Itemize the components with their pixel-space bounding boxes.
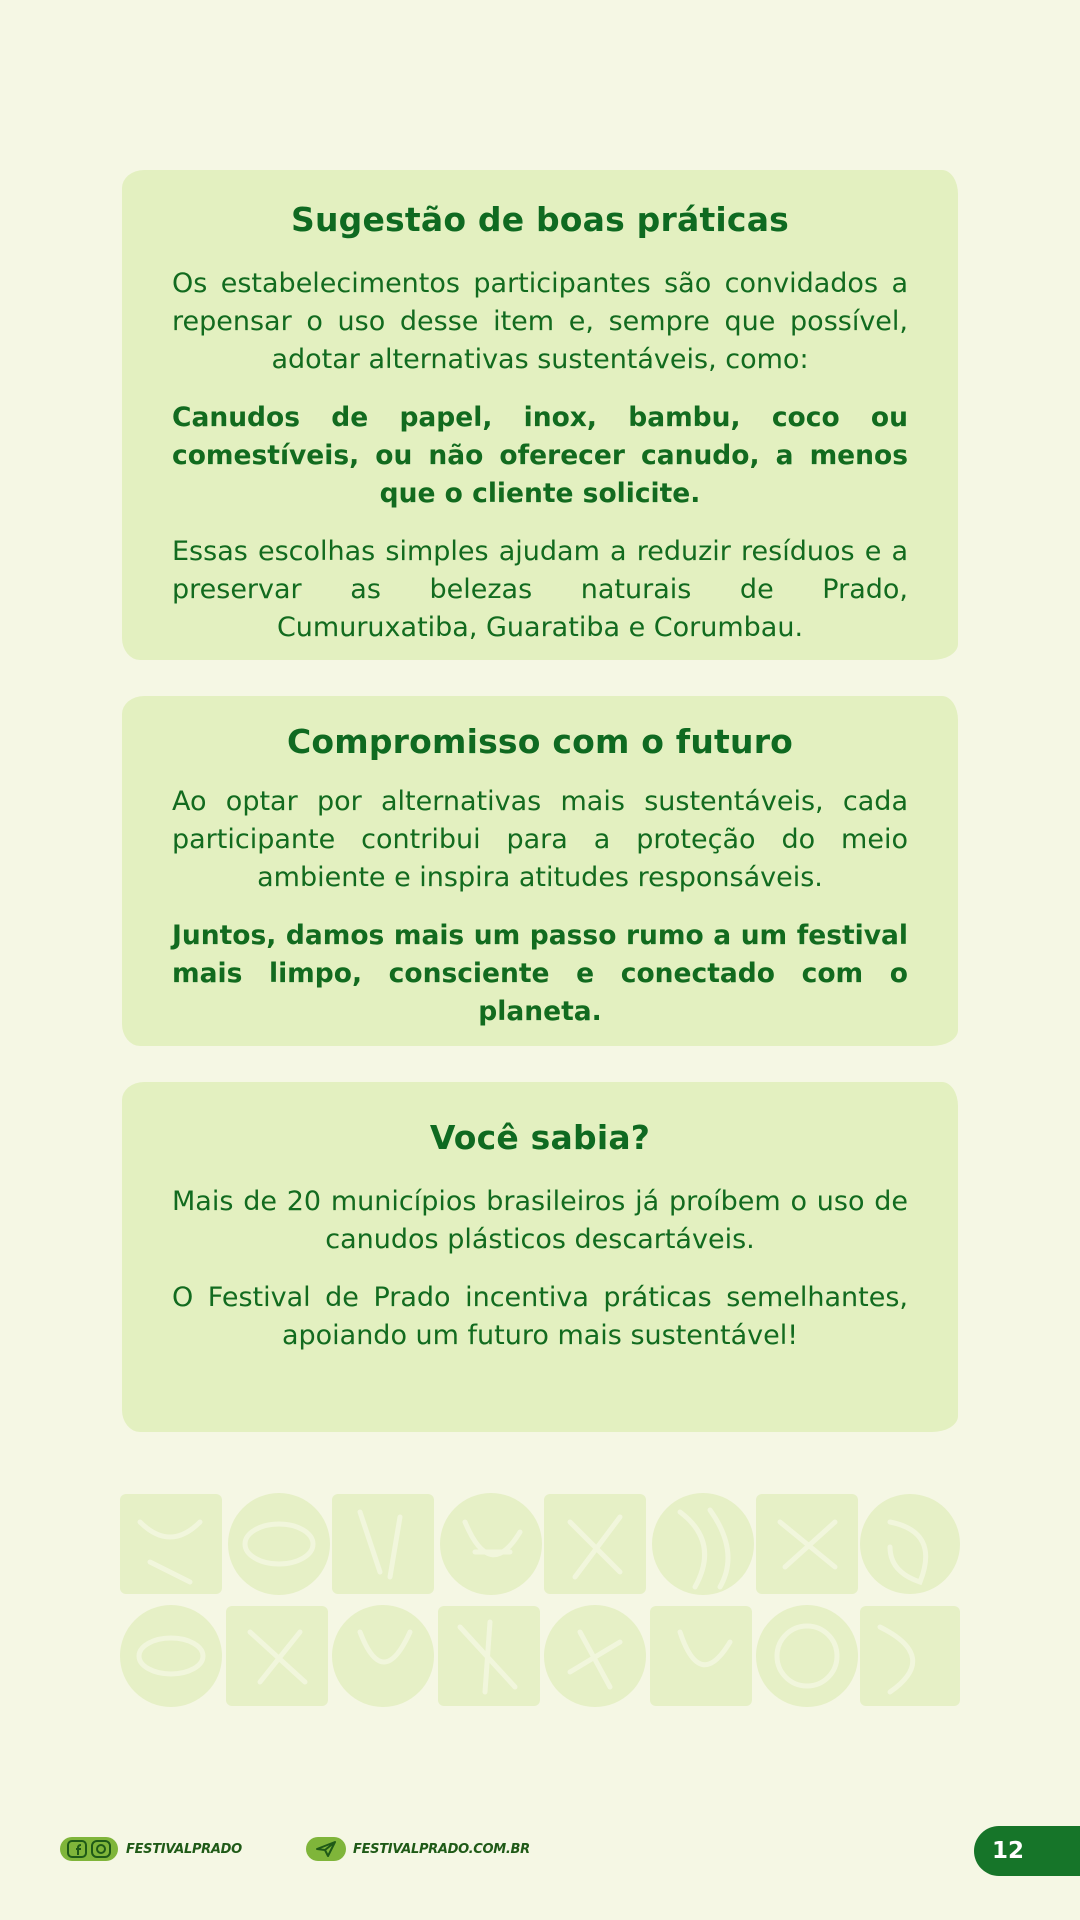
card-paragraph: Mais de 20 municípios brasileiros já proíbem o uso de canudos plásticos descartáveis. xyxy=(172,1186,908,1255)
page-number-badge xyxy=(974,1826,1080,1876)
social-icons xyxy=(60,1837,118,1861)
card-did-you-know xyxy=(122,1082,958,1432)
card-title: Sugestão de boas práticas xyxy=(290,200,790,239)
send-icon-badge xyxy=(306,1837,346,1861)
card-title: Você sabia? xyxy=(429,1118,651,1157)
facebook-icon[interactable] xyxy=(67,1840,87,1858)
food-pattern-decoration xyxy=(120,1492,960,1708)
card-paragraph: Essas escolhas simples ajudam a reduzir resíduos e a preservar as belezas naturais de Prado, Cumuruxatiba, Guaratiba e Corumbau. xyxy=(172,536,908,643)
social-handle[interactable]: FESTIVALPRADO xyxy=(126,1841,242,1857)
card-highlight: Juntos, damos mais um passo rumo a um festival mais limpo, consciente e conectado com o planeta. xyxy=(172,920,908,1027)
card-title: Compromisso com o futuro xyxy=(286,722,794,761)
website-link[interactable]: FESTIVALPRADO.COM.BR xyxy=(353,1841,530,1857)
card-paragraph: Os estabelecimentos participantes são convidados a repensar o uso desse item e, sempre que possível, adotar alternativas sustentáveis, como: xyxy=(172,268,908,375)
send-icon xyxy=(315,1840,337,1858)
footer-social[interactable] xyxy=(60,1836,242,1862)
card-commitment xyxy=(122,696,958,1046)
card-good-practices xyxy=(122,170,958,660)
footer-website[interactable] xyxy=(306,1836,530,1862)
instagram-icon[interactable] xyxy=(91,1840,111,1858)
card-highlight: Canudos de papel, inox, bambu, coco ou comestíveis, ou não oferecer canudo, a menos que o cliente solicite. xyxy=(172,402,908,509)
card-paragraph: O Festival de Prado incentiva práticas semelhantes, apoiando um futuro mais sustentável! xyxy=(172,1282,908,1351)
card-paragraph: Ao optar por alternativas mais sustentáveis, cada participante contribui para a proteção do meio ambiente e inspira atitudes responsáveis. xyxy=(172,786,908,893)
page-number: 12 xyxy=(992,1838,1025,1864)
